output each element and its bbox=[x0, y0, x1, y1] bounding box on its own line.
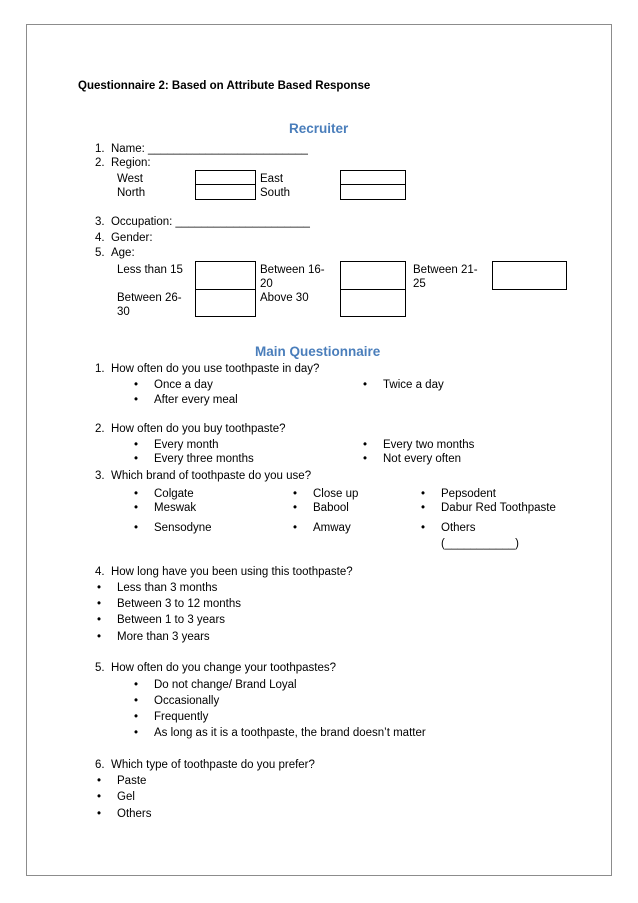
q4-option: • Between 1 to 3 years bbox=[117, 613, 225, 627]
q1-text: 1. How often do you use toothpaste in day? bbox=[95, 363, 320, 375]
region-south-checkbox[interactable] bbox=[340, 184, 406, 200]
age-above-30-checkbox[interactable] bbox=[340, 289, 406, 317]
age-option-26-30: Between 26-30 bbox=[117, 292, 182, 318]
age-less-than-15-checkbox[interactable] bbox=[195, 261, 256, 290]
q3-option: • Meswak bbox=[154, 501, 196, 515]
q1-option: • Twice a day bbox=[383, 378, 444, 392]
q3-option: • Dabur Red Toothpaste bbox=[441, 501, 556, 515]
region-option-north: North bbox=[117, 187, 146, 199]
q3-option: • Sensodyne bbox=[154, 521, 212, 535]
q5-option: • As long as it is a toothpaste, the brand doesn’t matter bbox=[154, 726, 426, 740]
q3-option: • Amway bbox=[313, 521, 351, 535]
region-option-east: East bbox=[260, 173, 284, 185]
q6-option: • Others bbox=[117, 807, 152, 821]
age-option-less-than-15: Less than 15 bbox=[117, 264, 183, 276]
q-region: 2. Region: bbox=[95, 157, 151, 169]
region-north-checkbox[interactable] bbox=[195, 184, 256, 200]
q1-option: • After every meal bbox=[154, 393, 238, 407]
age-option-above-30: Above 30 bbox=[260, 292, 309, 304]
q-gender: 4. Gender: bbox=[95, 232, 153, 244]
document-title: Questionnaire 2: Based on Attribute Based Response bbox=[78, 80, 371, 92]
q2-option: • Every two months bbox=[383, 438, 474, 452]
q-occupation: 3. Occupation: _____________________ bbox=[95, 216, 310, 228]
q5-option: • Do not change/ Brand Loyal bbox=[154, 678, 297, 692]
age-option-21-25: Between 21-25 bbox=[413, 264, 478, 290]
q3-text: 3. Which brand of toothpaste do you use? bbox=[95, 470, 312, 482]
q4-option: • More than 3 years bbox=[117, 630, 210, 644]
age-21-25-checkbox[interactable] bbox=[492, 261, 567, 290]
q6-option: • Paste bbox=[117, 774, 146, 788]
q-name: 1. Name: _________________________ bbox=[95, 143, 308, 155]
region-option-west: West bbox=[117, 173, 143, 185]
q5-option: • Frequently bbox=[154, 710, 208, 724]
q3-option: • Others bbox=[441, 521, 476, 535]
recruiter-heading: Recruiter bbox=[289, 121, 349, 136]
q-age: 5. Age: bbox=[95, 247, 135, 259]
q5-text: 5. How often do you change your toothpastes? bbox=[95, 662, 337, 674]
main-questionnaire-heading: Main Questionnaire bbox=[255, 344, 381, 359]
q6-option: • Gel bbox=[117, 790, 135, 804]
q1-option: • Once a day bbox=[154, 378, 213, 392]
q4-option: • Between 3 to 12 months bbox=[117, 597, 241, 611]
age-16-20-checkbox[interactable] bbox=[340, 261, 406, 290]
region-west-checkbox[interactable] bbox=[195, 170, 256, 185]
q2-option: • Every month bbox=[154, 438, 219, 452]
q2-option: • Every three months bbox=[154, 452, 254, 466]
age-26-30-checkbox[interactable] bbox=[195, 289, 256, 317]
q5-option: • Occasionally bbox=[154, 694, 219, 708]
age-option-16-20: Between 16-20 bbox=[260, 264, 325, 290]
region-option-south: South bbox=[260, 187, 291, 199]
q3-others-blank: (___________) bbox=[441, 538, 520, 550]
q3-option: • Colgate bbox=[154, 487, 194, 501]
q4-text: 4. How long have you been using this toothpaste? bbox=[95, 566, 353, 578]
q3-option: • Close up bbox=[313, 487, 358, 501]
q2-option: • Not every often bbox=[383, 452, 461, 466]
q4-option: • Less than 3 months bbox=[117, 581, 217, 595]
q3-option: • Pepsodent bbox=[441, 487, 496, 501]
q6-text: 6. Which type of toothpaste do you prefer? bbox=[95, 759, 315, 771]
q3-option: • Babool bbox=[313, 501, 349, 515]
q2-text: 2. How often do you buy toothpaste? bbox=[95, 423, 286, 435]
region-east-checkbox[interactable] bbox=[340, 170, 406, 185]
